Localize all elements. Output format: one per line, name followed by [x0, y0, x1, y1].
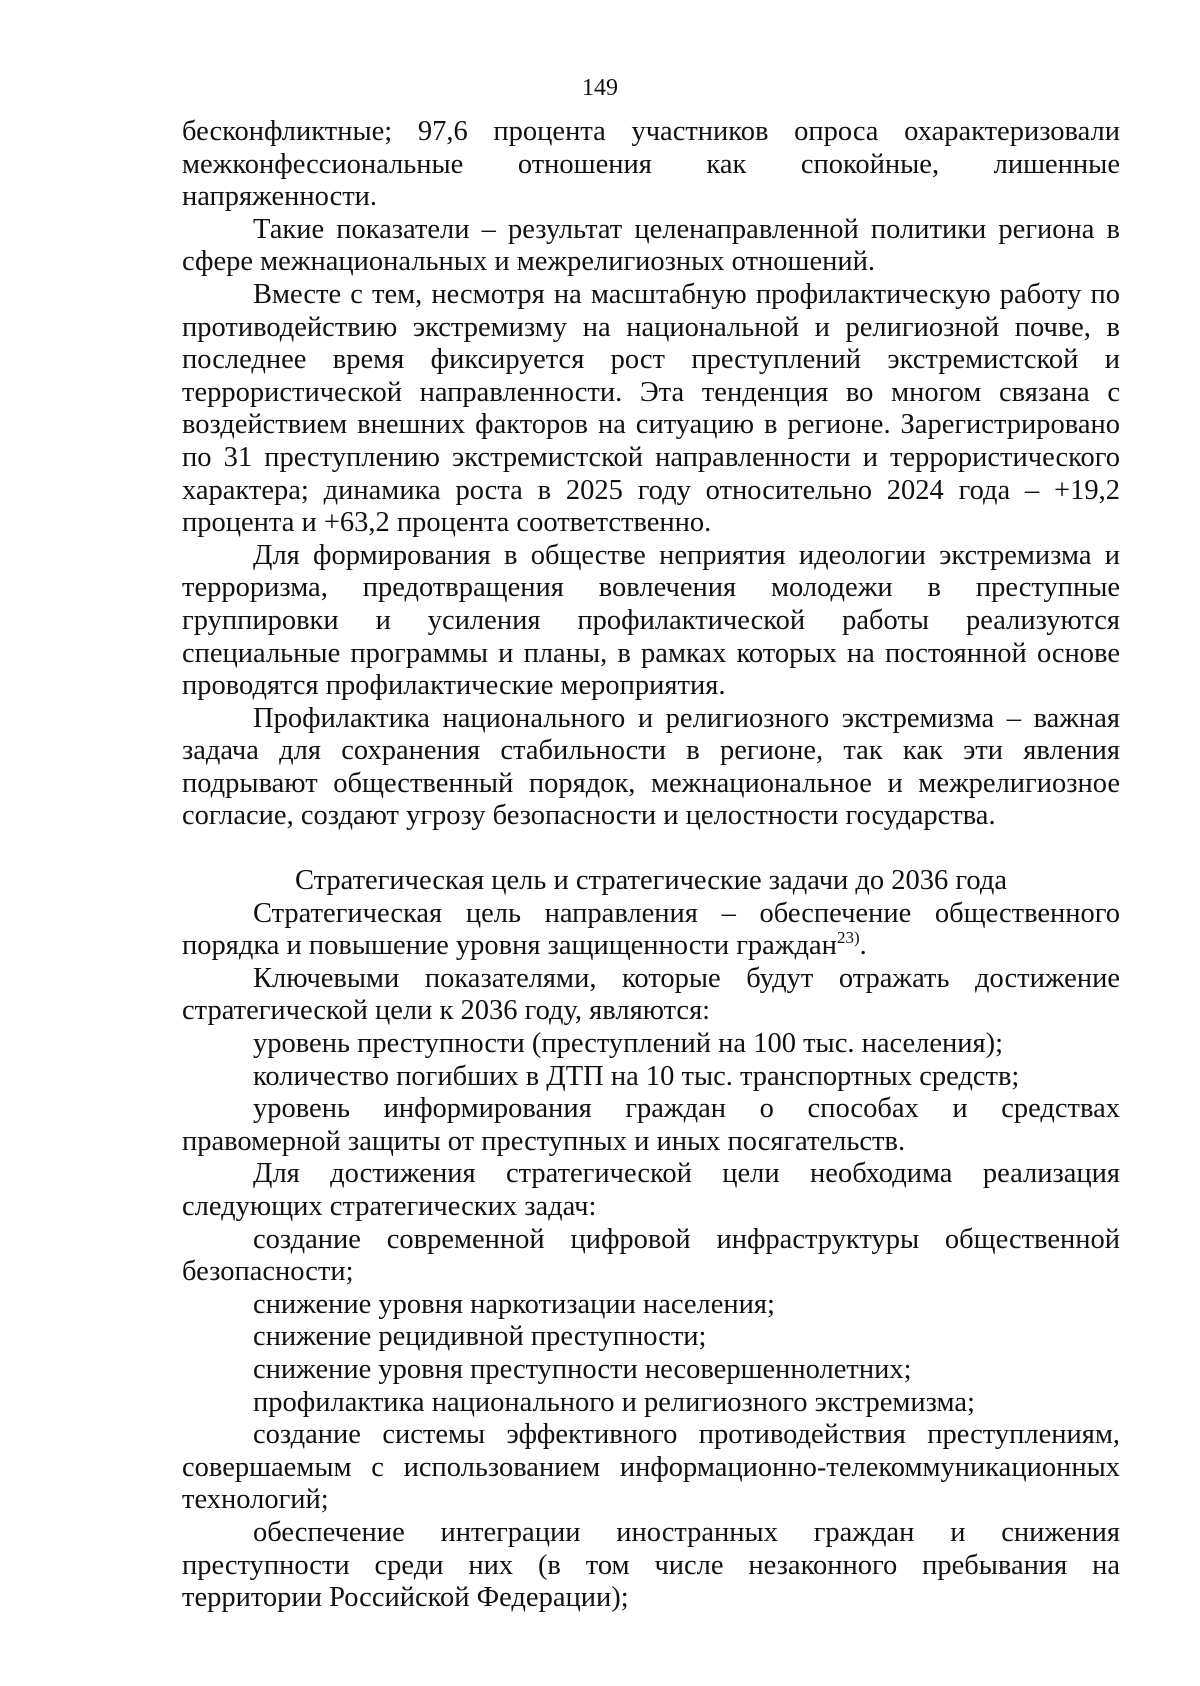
- paragraph-continuation: бесконфликтные; 97,6 процента участников опроса охарактеризовали межконфессиональные отношения как спокойные, лишенные напряженности.: [182, 116, 1120, 213]
- task-item: обеспечение интеграции иностранных граждан и снижения преступности среди них (в том числе незаконного пребывания на территории Российской Федерации);: [182, 1516, 1120, 1614]
- page-number: 149: [582, 75, 618, 101]
- goal-text: Стратегическая цель направления – обеспечение общественного порядка и повышение уровня защищенности граждан: [182, 897, 1120, 962]
- section-heading: Стратегическая цель и стратегические задачи до 2036 года: [295, 865, 1007, 897]
- indicators-intro: Ключевыми показателями, которые будут отражать достижение стратегической цели к 2036 году, являются:: [182, 962, 1120, 1027]
- footnote-reference: 23): [836, 928, 860, 948]
- document-body: [182, 116, 1120, 1615]
- task-item: создание системы эффективного противодействия преступлениям, совершаемым с использованием информационно-телекоммуникационных технологий;: [182, 1419, 1120, 1516]
- task-item: снижение рецидивной преступности;: [253, 1321, 707, 1353]
- paragraph: Такие показатели – результат целенаправленной политики региона в сфере межнациональных и межрелигиозных отношений.: [182, 213, 1120, 278]
- goal-tail: .: [859, 930, 867, 962]
- task-item: снижение уровня преступности несовершеннолетних;: [253, 1353, 912, 1385]
- task-item: профилактика национального и религиозного экстремизма;: [253, 1386, 975, 1418]
- paragraph: Профилактика национального и религиозного экстремизма – важная задача для сохранения стабильности в регионе, так как эти явления подрывают общественный порядок, межнациональное и межрелигиозное согласие, создают угрозу безопасности и целостности государства.: [182, 702, 1120, 832]
- indicator-item: уровень информирования граждан о способах и средствах правомерной защиты от преступных и иных посягательств.: [182, 1093, 1120, 1157]
- indicator-item: уровень преступности (преступлений на 100 тыс. населения);: [253, 1028, 1004, 1060]
- paragraph: Вместе с тем, несмотря на масштабную профилактическую работу по противодействию экстремизму на национальной и религиозной почве, в последнее время фиксируется рост преступлений экстремистской и террористической направленности. Эта тенденция во многом связана с воздействием внешних факторов на ситуацию в регионе. Зарегистрировано по 31 преступлению экстремистской направленности и террористического характера; динамика роста в 2025 году относительно 2024 года – +19,2 процента и +63,2 процента соответственно.: [182, 278, 1120, 539]
- goal-paragraph: [182, 898, 1120, 963]
- paragraph: Для формирования в обществе неприятия идеологии экстремизма и терроризма, предотвращения вовлечения молодежи в преступные группировки и усиления профилактической работы реализуются специальные программы и планы, в рамках которых на постоянной основе проводятся профилактические мероприятия.: [182, 539, 1120, 702]
- task-item: снижение уровня наркотизации населения;: [253, 1288, 775, 1320]
- task-item: создание современной цифровой инфраструктуры общественной безопасности;: [182, 1223, 1120, 1288]
- tasks-intro: Для достижения стратегической цели необходима реализация следующих стратегических задач:: [182, 1158, 1120, 1222]
- indicator-item: количество погибших в ДТП на 10 тыс. транспортных средств;: [253, 1060, 1020, 1092]
